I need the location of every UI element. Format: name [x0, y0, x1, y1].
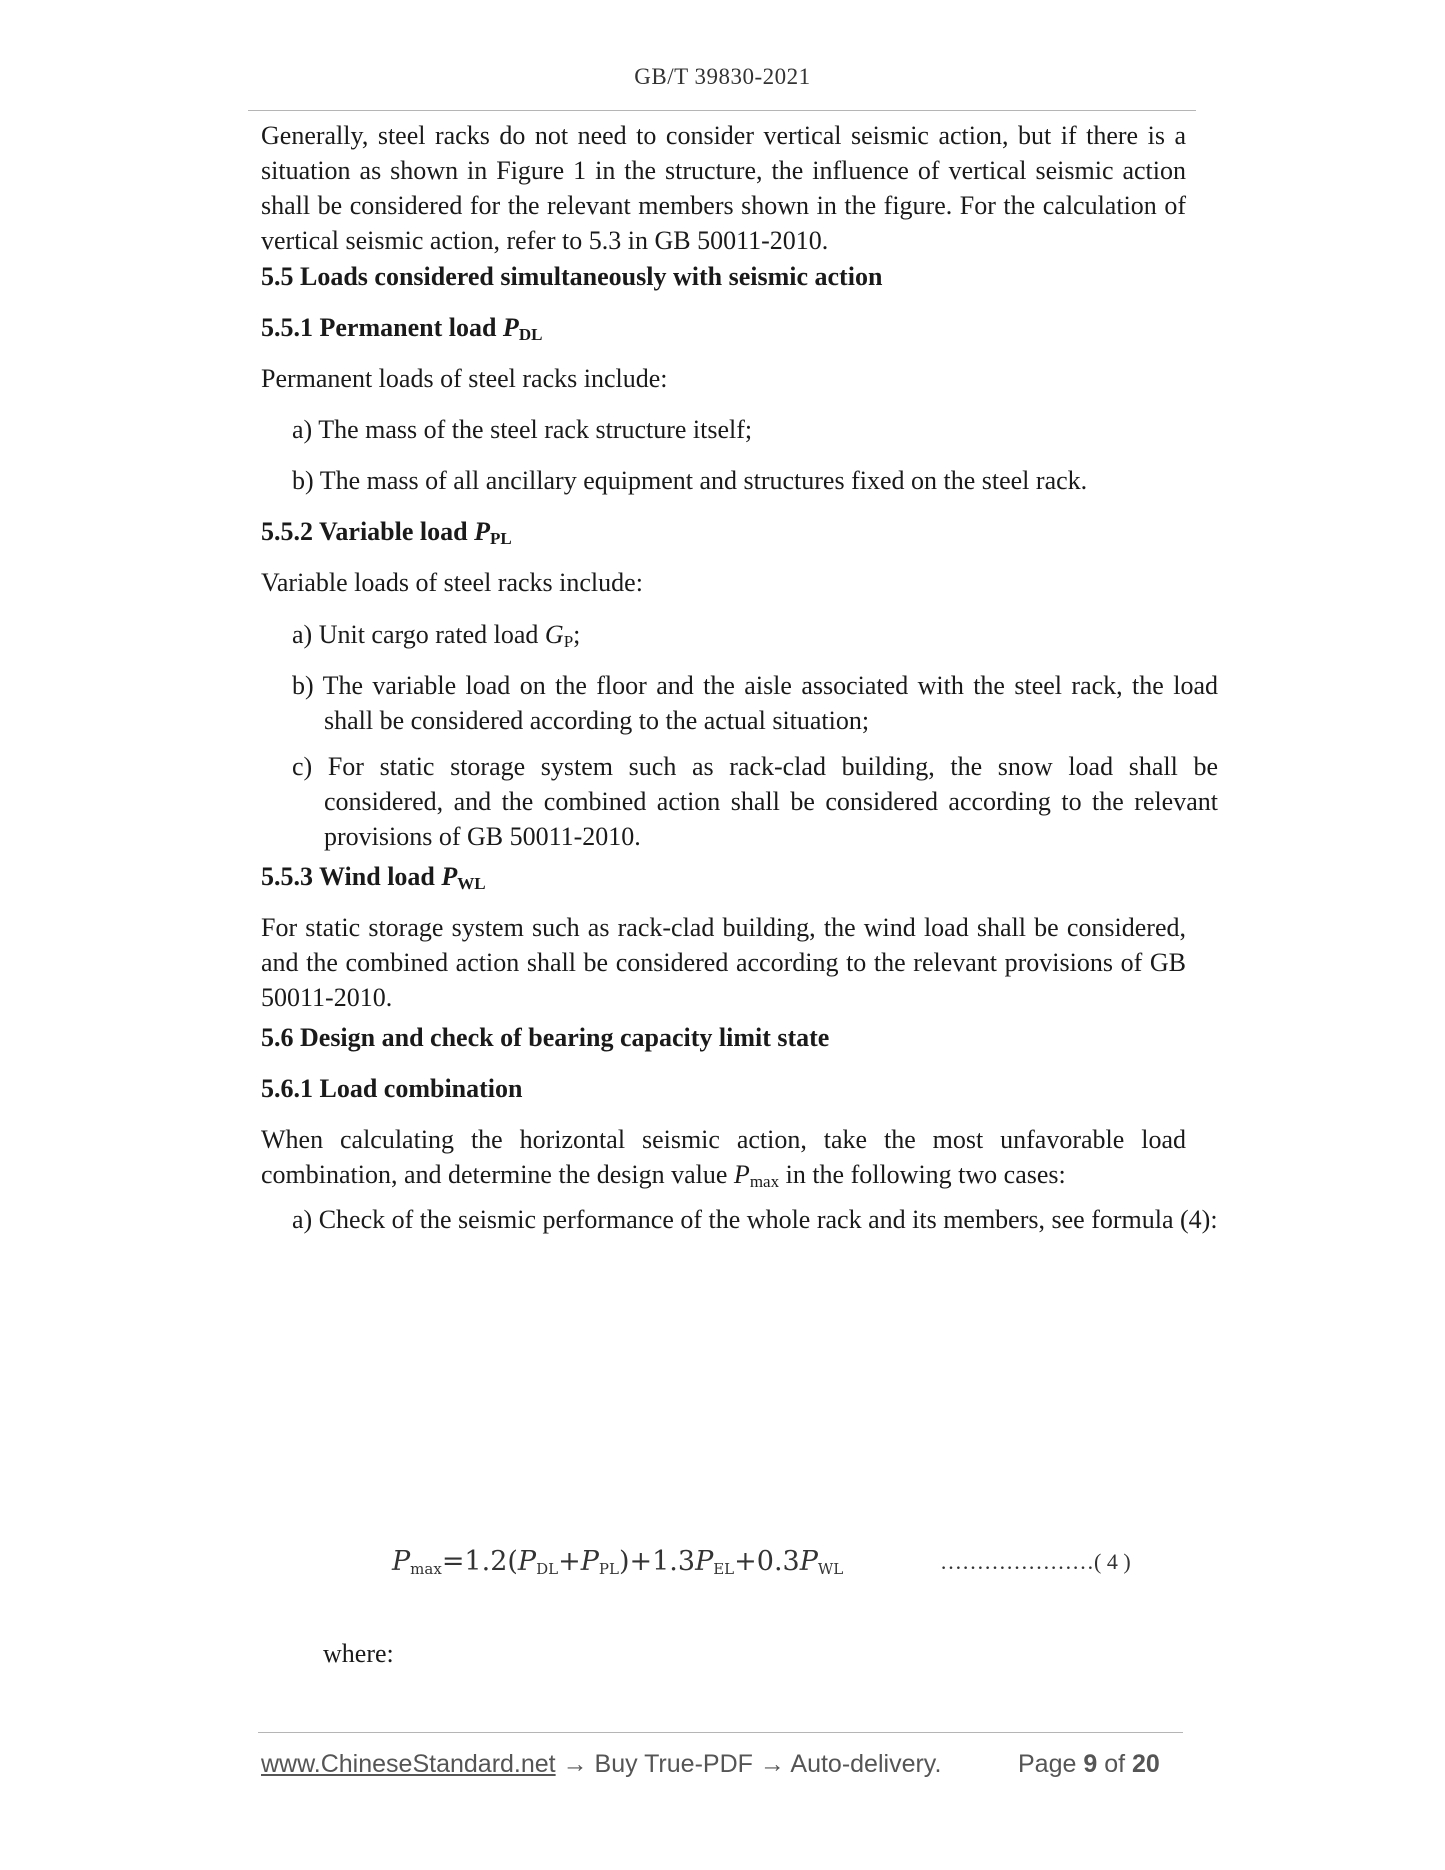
- heading-5-5-3-subscript: WL: [457, 874, 486, 893]
- heading-5-5-1-text: 5.5.1 Permanent load: [261, 313, 503, 342]
- paragraph-variable-loads: Variable loads of steel racks include:: [261, 568, 643, 597]
- heading-5-5-1-symbol: P: [502, 313, 519, 342]
- heading-5-5-3: [261, 859, 1186, 894]
- footer-page-total: 20: [1132, 1750, 1160, 1778]
- variable-a-symbol: G: [544, 620, 564, 649]
- formula-p-wl: P: [799, 1546, 818, 1577]
- heading-5-6-1: 5.6.1 Load combination: [261, 1074, 523, 1103]
- formula-number: …………………( 4 ): [940, 1549, 1131, 1574]
- formula-sub-max: max: [410, 1560, 442, 1578]
- variable-a-subscript: P: [563, 632, 574, 651]
- list-item-permanent-a: a) The mass of the steel rack structure itself;: [292, 415, 753, 444]
- footer-divider: [258, 1732, 1183, 1733]
- footer-tagline: → Buy True-PDF → Auto-delivery.: [555, 1750, 942, 1778]
- heading-5-5-1: [261, 310, 1186, 345]
- paragraph-wind-load: For static storage system such as rack-clad building, the wind load shall be considered, and the combined action shall be considered according to the relevant provisions of GB 50011-2010.: [261, 913, 1186, 1012]
- footer-promo: [261, 1750, 941, 1779]
- footer-page-indicator: [1018, 1750, 1160, 1779]
- footer-site-link[interactable]: www.ChineseStandard.net: [261, 1750, 556, 1778]
- list-item-variable-a: [292, 617, 1186, 652]
- heading-5-5-3-text: 5.5.3 Wind load: [261, 862, 442, 891]
- heading-5-5-2-text: 5.5.2 Variable load: [261, 517, 475, 546]
- where-label: where:: [323, 1639, 394, 1668]
- load-combination-symbol: P: [733, 1160, 750, 1189]
- heading-5-5-1-subscript: DL: [518, 325, 543, 344]
- formula-coef-3: +0.3: [734, 1546, 800, 1577]
- heading-5-5: 5.5 Loads considered simultaneously with seismic action: [261, 262, 883, 291]
- formula-p-el: P: [695, 1546, 714, 1577]
- formula-p-pl: P: [580, 1546, 599, 1577]
- heading-5-6: 5.6 Design and check of bearing capacity limit state: [261, 1023, 830, 1052]
- paragraph-permanent-loads: Permanent loads of steel racks include:: [261, 364, 668, 393]
- heading-5-5-2: [261, 514, 1186, 549]
- list-item-variable-c: c) For static storage system such as rack-clad building, the snow load shall be considered, and the combined action shall be considered according to the relevant provisions of GB 50011-2010.: [292, 752, 1218, 851]
- formula-plus: +: [558, 1546, 581, 1577]
- list-item-permanent-b: b) The mass of all ancillary equipment and structures fixed on the steel rack.: [292, 466, 1088, 495]
- variable-a-end: ;: [573, 620, 581, 649]
- heading-5-5-2-symbol: P: [474, 517, 490, 546]
- footer-page-number: 9: [1083, 1750, 1098, 1778]
- formula-sub-el: EL: [713, 1560, 735, 1578]
- load-combination-text-2: in the following two cases:: [779, 1160, 1066, 1189]
- paragraph-vertical-seismic: Generally, steel racks do not need to consider vertical seismic action, but if there is a situation as shown in Figure 1 in the structure, the influence of vertical seismic action shall be considered for the relevant members shown in the figure. For the calculation of vertical seismic action, refer to 5.3 in GB 50011-2010.: [261, 121, 1186, 255]
- list-item-variable-b: b) The variable load on the floor and the aisle associated with the steel rack, the load shall be considered according to the actual situation;: [292, 671, 1218, 735]
- paragraph-load-combination: [261, 1122, 1186, 1192]
- formula-p-dl: P: [517, 1546, 537, 1577]
- formula-4: [392, 1546, 843, 1577]
- header-divider: [248, 110, 1196, 111]
- header-standard-code: GB/T 39830-2021: [634, 64, 811, 89]
- formula-coef-2: )+1.3: [618, 1546, 696, 1577]
- load-combination-subscript: max: [749, 1172, 780, 1191]
- variable-a-text: a) Unit cargo rated load: [292, 620, 545, 649]
- formula-coef-1: =1.2(: [441, 1546, 518, 1577]
- list-item-combination-a: a) Check of the seismic performance of the whole rack and its members, see formula (4):: [292, 1205, 1218, 1234]
- formula-sub-wl: WL: [817, 1560, 844, 1578]
- heading-5-5-2-subscript: PL: [489, 529, 512, 548]
- footer-of-label: of: [1097, 1750, 1132, 1778]
- heading-5-5-3-symbol: P: [441, 862, 458, 891]
- formula-sub-pl: PL: [598, 1560, 619, 1578]
- formula-sub-dl: DL: [536, 1560, 559, 1578]
- formula-p-max: P: [392, 1546, 411, 1577]
- load-combination-text-1: When calculating the horizontal seismic action, take the most unfavorable load combination, and determine the design value: [261, 1125, 1186, 1189]
- footer-page-label: Page: [1018, 1750, 1084, 1778]
